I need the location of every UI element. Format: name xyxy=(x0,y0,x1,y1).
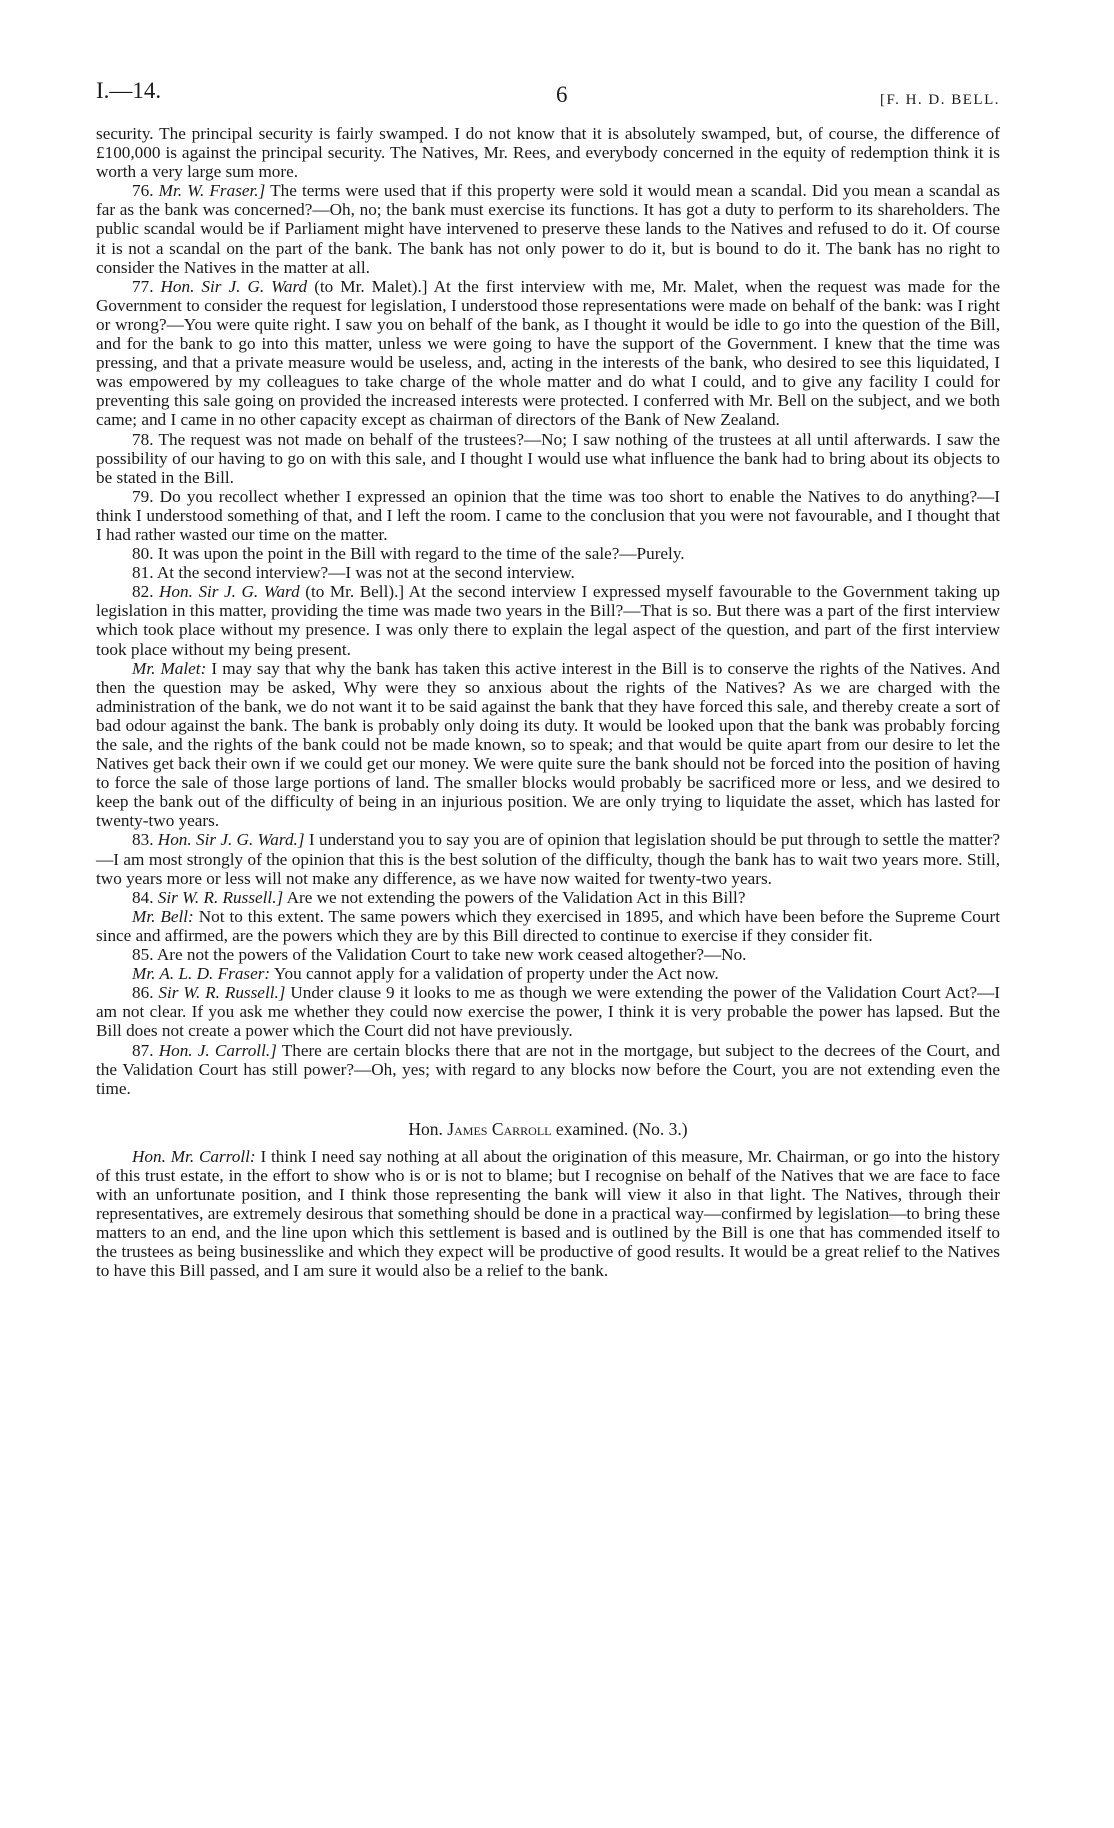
question-number: 82. xyxy=(132,582,154,602)
question-number: 81. xyxy=(132,563,154,583)
section-heading xyxy=(96,1120,1000,1139)
paragraph-text: I may say that why the bank has taken this active interest in the Bill is to conserve the rights of the Natives. And then the question may be asked, Why were they so anxious about the rights of the Natives? As we are charged with the administration of the bank, we do not want it to be said against the bank that they have forced this sale, and thereby create a sort of bad odour against the bank. The bank is probably only doing its duty. It would be looked upon that the bank was probably forcing the sale, and the rights of the bank could not be made known, so to speak; and that would be quite apart from our desire to let the Natives get back their own if we could get our money. We were quite sure the bank should not be forced into the position of having to force the sale of those large portions of land. The smaller blocks would probably be sacrificed more or less, and we desired to keep the bank out of the difficulty of being in an injurious position. We are only trying to liquidate the asset, which has lasted for twenty-two years. xyxy=(96,658,1001,831)
paragraph-text: (to Mr. Malet).] At the first interview with me, Mr. Malet, when the request was made for the Government to consider the request for legislation, I understood those representations were made on behalf of the bank: was I right or wrong?—You were quite right. I saw you on behalf of the bank, as I thought it would be idle to go into the question of the Bill, and for the bank to go into this matter, unless we were going to have the support of the Government. I knew that the time was pressing, and that a private measure would be useless, and, acting in the interests of the bank, who desired to see this liquidated, I was empowered by my colleagues to take charge of the whole matter and do what I could, and to give any facility I could for preventing this sale going on provided the increased interests were protected. I conferred with Mr. Bell on the subject, and we both came; and I came in no other capacity except as chairman of directors of the Bank of New Zealand. xyxy=(96,276,1001,430)
page-number: 6 xyxy=(556,82,568,107)
question-number: 87. xyxy=(132,1040,154,1060)
paragraph-text: Not to this extent. The same powers which they exercised in 1895, and which have been before the Supreme Court since and affirmed, are the powers which they are by this Bill directed to continue to exercise if they consider fit. xyxy=(96,906,1000,945)
speaker-label: Hon. Sir J. G. Ward xyxy=(160,276,308,296)
speaker-label: Sir W. R. Russell.] xyxy=(158,983,286,1003)
statement-malet xyxy=(96,659,1000,831)
question-number: 78. xyxy=(132,429,154,449)
paragraph-continuation xyxy=(96,124,1000,181)
question-85 xyxy=(96,945,1000,964)
transcript-body xyxy=(96,124,1000,1281)
paragraph-text: The terms were used that if this property were sold it would mean a scandal. Did you mean a scandal as far as the bank was concerned?—Oh, no; the bank must exercise its functions. It has got a duty to perform to its shareholders. The public scandal would be if Parliament might have intervened to preserve these lands to the Natives and refused to do it. Of course it is not a scandal on the part of the bank. The bank has not only power to do it, but is bound to do it. The bank has no right to consider the Natives in the matter at all. xyxy=(96,181,1000,277)
question-78 xyxy=(96,430,1000,487)
question-79 xyxy=(96,487,1000,544)
paragraph-text: I understand you to say you are of opinion that legislation should be put through to settle the matter?—I am most strongly of the opinion that this is the best solution of the difficulty, though the bank has to wait two years more. Still, two years more or less will not make any difference, as we have now waited for twenty-two years. xyxy=(96,830,1001,888)
heading-suffix: examined. (No. 3.) xyxy=(555,1118,688,1139)
paragraph-text: There are certain blocks there that are not in the mortgage, but subject to the decrees of the Court, and the Validation Court has still power?—Oh, yes; with regard to any blocks now before the Court, you are not extending even the time. xyxy=(96,1040,1000,1098)
question-number: 80. xyxy=(132,544,154,564)
document-page xyxy=(96,78,1000,1778)
paragraph-text: The request was not made on behalf of the trustees?—No; I saw nothing of the trustees at all until afterwards. I saw the possibility of our having to go on with this sale, and I thought I would use what influence the bank had to bring about its objects to be stated in the Bill. xyxy=(96,429,1000,487)
question-number: 83. xyxy=(132,830,154,850)
question-number: 85. xyxy=(132,945,154,965)
speaker-label: Mr. A. L. D. Fraser: xyxy=(132,964,271,984)
running-head xyxy=(96,78,1000,124)
question-81 xyxy=(96,563,1000,582)
heading-prefix: Hon. xyxy=(408,1118,443,1139)
question-77 xyxy=(96,277,1000,430)
paragraph-text: security. The principal security is fairly swamped. I do not know that it is absolutely swamped, but, of course, the difference of £100,000 is against the principal security. The Natives, Mr. Rees, and everybody concerned in the equity of redemption think it is worth a very large sum more. xyxy=(96,124,1000,182)
question-84 xyxy=(96,888,1000,907)
speaker-label: Hon. Sir J. G. Ward.] xyxy=(157,830,305,850)
statement-bell xyxy=(96,907,1000,945)
question-number: 86. xyxy=(132,983,154,1003)
question-number: 77. xyxy=(132,276,154,296)
paragraph-text: I think I need say nothing at all about the origination of this measure, Mr. Chairman, or go into the history of this trust estate, in the effort to show who is or is not to blame; but I recognise on behalf of the Natives that we are face to face with an unfortunate position, and I think those representing the bank will view it also in that light. The Natives, through their representatives, are extremely desirous that something should be done in a practical way—confirmed by legislation—to bring these matters to an end, and the line upon which this settlement is based and is outlined by the Bill is one that has commended itself to the trustees as being businesslike and which they expect will be productive of good results. It would be a great relief to the Natives to have this Bill passed, and I am sure it would also be a relief to the bank. xyxy=(96,1146,1001,1281)
speaker-label: Sir W. R. Russell.] xyxy=(157,887,284,907)
speaker-label: Mr. Bell: xyxy=(132,906,194,926)
paper-reference: I.—14. xyxy=(96,78,162,103)
question-number: 84. xyxy=(132,887,154,907)
speaker-label: Mr. Malet: xyxy=(132,658,207,678)
speaker-label: Hon. Sir J. G. Ward xyxy=(159,582,300,602)
paragraph-text: It was upon the point in the Bill with regard to the time of the sale?—Purely. xyxy=(157,544,685,564)
paragraph-text: Are not the powers of the Validation Court to take new work ceased altogether?—No. xyxy=(156,945,747,965)
paragraph-text: At the second interview?—I was not at the second interview. xyxy=(156,563,575,583)
question-76 xyxy=(96,181,1000,276)
paragraph-text: Under clause 9 it looks to me as though we were extending the power of the Validation Court Act?—I am not clear. If you ask me whether they could now exercise the power, I think it is very probable the power has lapsed. But the Bill does not create a power which the Court did not have previously. xyxy=(96,983,1001,1041)
paragraph-text: You cannot apply for a validation of property under the Act now. xyxy=(273,964,719,984)
question-82 xyxy=(96,582,1000,658)
question-80 xyxy=(96,544,1000,563)
witness-name-header: [F. H. D. BELL. xyxy=(879,92,1000,108)
question-86 xyxy=(96,983,1000,1040)
question-number: 79. xyxy=(132,486,154,506)
paragraph-text: (to Mr. Bell).] At the second interview I expressed myself favourable to the Government taking up legislation in this matter, providing the time was made two years in the Bill?—That is so. But there was a part of the first interview which took place without my presence. I was only there to explain the legal aspect of the question, and part of the first interview took place without my being present. xyxy=(96,582,1000,659)
paragraph-text: Are we not extending the powers of the Validation Act in this Bill? xyxy=(286,887,746,907)
speaker-label: Hon. Mr. Carroll: xyxy=(132,1146,256,1166)
speaker-label: Mr. W. Fraser.] xyxy=(158,181,266,201)
statement-carroll xyxy=(96,1147,1000,1281)
speaker-label: Hon. J. Carroll.] xyxy=(158,1040,277,1060)
paragraph-text: Do you recollect whether I expressed an opinion that the time was too short to enable the Natives to do anything?—I think I understood something of that, and I left the room. I came to the conclusion that you were not favourable, and I thought that I had rather wasted our time on the matter. xyxy=(96,486,1001,544)
question-83 xyxy=(96,830,1000,887)
witness-name: James Carroll xyxy=(447,1118,552,1139)
question-87 xyxy=(96,1041,1000,1098)
question-number: 76. xyxy=(132,181,154,201)
statement-fraser xyxy=(96,964,1000,983)
